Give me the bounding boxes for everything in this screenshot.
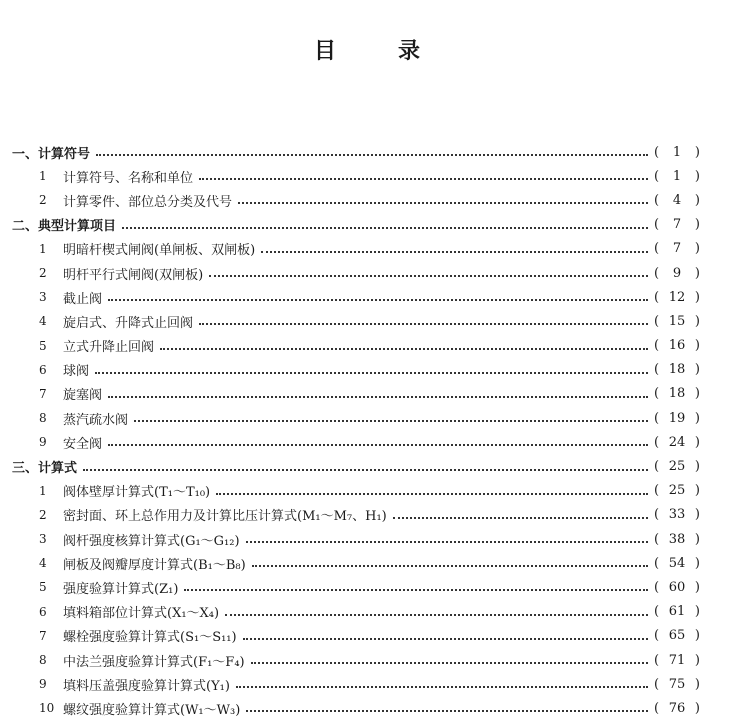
page-number-value: 18 (668, 362, 686, 378)
paren-close: ) (694, 483, 700, 499)
toc-entry-label: 螺栓强度验算计算式(S₁～S₁₁) (63, 630, 237, 646)
toc-item-number: 9 (39, 677, 47, 692)
toc-section-row[interactable] (12, 454, 700, 478)
page-number-value: 12 (668, 289, 686, 305)
paren-open: ( (654, 507, 660, 523)
paren-close: ) (694, 676, 700, 692)
page-number-value: 25 (668, 459, 686, 475)
toc-item-row[interactable] (12, 527, 700, 551)
paren-open: ( (654, 338, 660, 354)
toc-section-row[interactable] (12, 140, 700, 164)
paren-close: ) (694, 579, 700, 595)
dot-leader (251, 660, 648, 664)
dot-leader (184, 587, 648, 591)
toc-entry-label: 安全阀 (63, 436, 103, 452)
toc-item-row[interactable] (12, 237, 700, 261)
toc-page-number (654, 628, 700, 643)
dot-leader (216, 491, 648, 495)
paren-close: ) (694, 289, 700, 305)
dot-leader (238, 200, 648, 204)
toc-item-number: 10 (39, 701, 55, 716)
dot-leader (199, 176, 648, 180)
toc-page-number (654, 580, 700, 595)
toc-item-row[interactable] (12, 334, 700, 358)
toc-page-number (654, 411, 700, 426)
title-char-2: 录 (398, 39, 421, 64)
toc-item-row[interactable] (12, 624, 700, 648)
toc-page-number (654, 169, 700, 184)
toc-entry-label: 明暗杆楔式闸阀(单闸板、双闸板) (63, 243, 256, 259)
toc-item-row[interactable] (12, 575, 700, 599)
toc-item-row[interactable] (12, 600, 700, 624)
toc-item-row[interactable] (12, 479, 700, 503)
dot-leader (95, 370, 648, 374)
page-number-value: 33 (668, 507, 686, 523)
paren-open: ( (654, 700, 660, 716)
paren-open: ( (654, 217, 660, 233)
toc-entry-label: 计算零件、部位总分类及代号 (63, 194, 233, 210)
toc-page-number (654, 145, 700, 160)
toc-entry-label: 截止阀 (63, 291, 103, 307)
dot-leader (209, 273, 648, 277)
toc-item-row[interactable] (12, 164, 700, 188)
toc-page-number (654, 653, 700, 668)
page-number-value: 7 (672, 217, 682, 233)
toc-page-number (654, 217, 700, 232)
dot-leader (243, 636, 648, 640)
toc-page-number (654, 483, 700, 498)
paren-close: ) (694, 628, 700, 644)
toc-page-number (654, 362, 700, 377)
paren-open: ( (654, 483, 660, 499)
toc-item-number: 9 (39, 435, 47, 450)
toc-page-number (654, 677, 700, 692)
toc-item-number: 1 (39, 483, 47, 498)
page-number-value: 18 (668, 386, 686, 402)
paren-close: ) (694, 386, 700, 402)
toc-entry-label: 立式升降止回阀 (63, 340, 155, 356)
paren-open: ( (654, 676, 660, 692)
toc-entry-label: 旋塞阀 (63, 388, 103, 404)
page-number-value: 76 (668, 700, 686, 716)
paren-open: ( (654, 313, 660, 329)
toc-item-row[interactable] (12, 382, 700, 406)
toc-item-row[interactable] (12, 406, 700, 430)
toc-item-number: 5 (39, 580, 47, 595)
toc-entry-label: 中法兰强度验算计算式(F₁～F₄) (63, 654, 245, 670)
dot-leader (83, 467, 648, 471)
dot-leader (160, 346, 648, 350)
paren-open: ( (654, 579, 660, 595)
toc-item-row[interactable] (12, 261, 700, 285)
toc-item-number: 2 (39, 266, 47, 281)
title-char-1: 目 (313, 39, 336, 64)
paren-close: ) (694, 434, 700, 450)
paren-open: ( (654, 144, 660, 160)
page-number-value: 61 (668, 604, 686, 620)
dot-leader (246, 539, 648, 543)
paren-open: ( (654, 362, 660, 378)
toc-entry-label: 球阀 (63, 364, 90, 380)
paren-close: ) (694, 313, 700, 329)
dot-leader (108, 442, 648, 446)
paren-close: ) (694, 362, 700, 378)
toc-section-row[interactable] (12, 213, 700, 237)
toc-item-number: 2 (39, 507, 47, 522)
toc-entry-label: 填料压盖强度验算计算式(Y₁) (63, 678, 230, 694)
paren-close: ) (694, 217, 700, 233)
toc-page-number (654, 556, 700, 571)
toc-entry-label: 阀体壁厚计算式(T₁～T₁₀) (63, 485, 211, 501)
paren-close: ) (694, 604, 700, 620)
page-number-value: 71 (668, 652, 686, 668)
dot-leader (122, 225, 648, 229)
page-number-value: 1 (672, 168, 682, 184)
page-number-value: 54 (668, 555, 686, 571)
paren-open: ( (654, 289, 660, 305)
dot-leader (108, 297, 648, 301)
paren-open: ( (654, 434, 660, 450)
paren-close: ) (694, 192, 700, 208)
toc-item-row[interactable] (12, 551, 700, 575)
toc-item-row[interactable] (12, 188, 700, 212)
toc-item-number: 7 (39, 628, 47, 643)
toc-page-number (654, 193, 700, 208)
paren-close: ) (694, 652, 700, 668)
toc-item-number: 8 (39, 411, 47, 426)
paren-close: ) (694, 555, 700, 571)
toc-page-number (654, 314, 700, 329)
table-of-contents (12, 140, 700, 721)
toc-entry-label: 蒸汽疏水阀 (63, 412, 129, 428)
paren-open: ( (654, 555, 660, 571)
paren-close: ) (694, 265, 700, 281)
toc-page-number (654, 435, 700, 450)
toc-entry-label: 二、典型计算项目 (12, 219, 117, 235)
toc-item-number: 1 (39, 169, 47, 184)
dot-leader (393, 515, 648, 519)
toc-item-number: 6 (39, 362, 47, 377)
page-number-value: 38 (668, 531, 686, 547)
toc-item-number: 8 (39, 653, 47, 668)
paren-close: ) (694, 700, 700, 716)
toc-page-number (654, 290, 700, 305)
page-number-value: 19 (668, 410, 686, 426)
page-number-value: 4 (672, 192, 682, 208)
toc-page-number (654, 701, 700, 716)
dot-leader (252, 563, 648, 567)
paren-close: ) (694, 241, 700, 257)
paren-open: ( (654, 628, 660, 644)
toc-page-number (654, 459, 700, 474)
toc-entry-label: 螺纹强度验算计算式(W₁～W₃) (63, 702, 241, 718)
dot-leader (236, 684, 648, 688)
page-number-value: 75 (668, 676, 686, 692)
toc-item-row[interactable] (12, 430, 700, 454)
toc-entry-label: 明杆平行式闸阀(双闸板) (63, 267, 204, 283)
toc-item-row[interactable] (12, 358, 700, 382)
toc-entry-label: 强度验算计算式(Z₁) (63, 581, 179, 597)
toc-item-row[interactable] (12, 503, 700, 527)
paren-close: ) (694, 507, 700, 523)
toc-page-number (654, 532, 700, 547)
toc-entry-label: 闸板及阀瓣厚度计算式(B₁～B₈) (63, 557, 246, 573)
dot-leader (108, 394, 648, 398)
toc-entry-label: 密封面、环上总作用力及计算比压计算式(M₁～M₇、H₁) (63, 509, 387, 525)
page-number-value: 16 (668, 338, 686, 354)
toc-page-number (654, 507, 700, 522)
toc-entry-label: 一、计算符号 (12, 146, 91, 162)
dot-leader (199, 321, 648, 325)
dot-leader (96, 152, 648, 156)
paren-close: ) (694, 144, 700, 160)
paren-open: ( (654, 265, 660, 281)
toc-item-row[interactable] (12, 309, 700, 333)
paren-close: ) (694, 338, 700, 354)
toc-item-row[interactable] (12, 285, 700, 309)
paren-open: ( (654, 604, 660, 620)
paren-open: ( (654, 531, 660, 547)
toc-page-number (654, 338, 700, 353)
dot-leader (134, 418, 648, 422)
toc-page-number (654, 386, 700, 401)
paren-close: ) (694, 168, 700, 184)
toc-page-number (654, 604, 700, 619)
dot-leader (261, 249, 648, 253)
toc-entry-label: 阀杆强度核算计算式(G₁～G₁₂) (63, 533, 240, 549)
page-number-value: 24 (668, 434, 686, 450)
toc-item-number: 5 (39, 338, 47, 353)
dot-leader (225, 612, 648, 616)
toc-item-row[interactable] (12, 696, 700, 720)
paren-close: ) (694, 459, 700, 475)
paren-open: ( (654, 192, 660, 208)
toc-item-row[interactable] (12, 672, 700, 696)
toc-item-number: 3 (39, 532, 47, 547)
paren-open: ( (654, 410, 660, 426)
paren-open: ( (654, 652, 660, 668)
page-title (0, 34, 734, 65)
toc-entry-label: 填料箱部位计算式(X₁～X₄) (63, 606, 220, 622)
page-number-value: 7 (672, 241, 682, 257)
dot-leader (246, 708, 648, 712)
toc-page-number (654, 241, 700, 256)
page-number-value: 60 (668, 579, 686, 595)
page-number-value: 15 (668, 313, 686, 329)
toc-item-number: 4 (39, 314, 47, 329)
page-number-value: 1 (672, 144, 682, 160)
toc-item-number: 4 (39, 556, 47, 571)
toc-entry-label: 三、计算式 (12, 461, 78, 477)
toc-entry-label: 计算符号、名称和单位 (63, 170, 194, 186)
page-number-value: 9 (672, 265, 682, 281)
paren-open: ( (654, 241, 660, 257)
paren-open: ( (654, 459, 660, 475)
toc-item-number: 6 (39, 604, 47, 619)
toc-entry-label: 旋启式、升降式止回阀 (63, 315, 194, 331)
toc-page-number (654, 266, 700, 281)
toc-item-number: 7 (39, 386, 47, 401)
page-number-value: 65 (668, 628, 686, 644)
paren-open: ( (654, 168, 660, 184)
paren-close: ) (694, 410, 700, 426)
paren-open: ( (654, 386, 660, 402)
toc-item-number: 3 (39, 290, 47, 305)
page-number-value: 25 (668, 483, 686, 499)
toc-item-row[interactable] (12, 648, 700, 672)
paren-close: ) (694, 531, 700, 547)
toc-item-number: 2 (39, 193, 47, 208)
toc-item-number: 1 (39, 241, 47, 256)
